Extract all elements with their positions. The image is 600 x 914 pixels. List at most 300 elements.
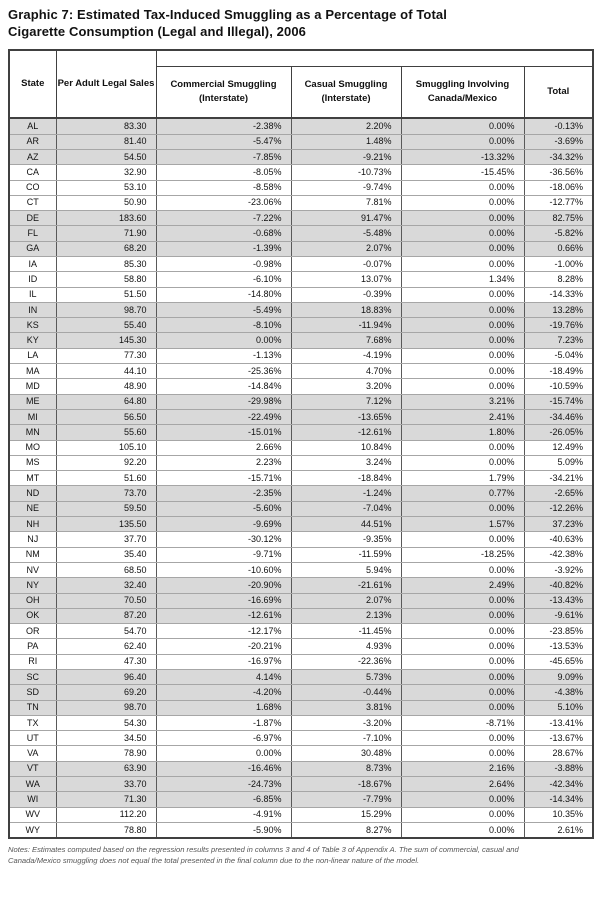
value-cell: 34.50 [56, 731, 156, 746]
value-cell: 91.47% [291, 211, 401, 226]
value-cell: -12.61% [156, 608, 291, 623]
value-cell: 0.00% [401, 364, 524, 379]
value-cell: -34.32% [524, 149, 593, 164]
value-cell: 105.10 [56, 440, 156, 455]
value-cell: 51.60 [56, 471, 156, 486]
value-cell: -22.36% [291, 654, 401, 669]
table-row [9, 777, 593, 792]
value-cell: -10.73% [291, 165, 401, 180]
value-cell: 92.20 [56, 455, 156, 470]
value-cell: 1.57% [401, 517, 524, 532]
table-row [9, 700, 593, 715]
value-cell: 0.00% [401, 792, 524, 807]
value-cell: -8.10% [156, 318, 291, 333]
value-cell: -26.05% [524, 425, 593, 440]
value-cell: -14.33% [524, 287, 593, 302]
value-cell: 56.50 [56, 409, 156, 424]
value-cell: 0.00% [401, 455, 524, 470]
value-cell: 54.30 [56, 715, 156, 730]
value-cell: 8.28% [524, 272, 593, 287]
table-row [9, 425, 593, 440]
value-cell: 0.00% [401, 532, 524, 547]
value-cell: 4.14% [156, 670, 291, 685]
value-cell: 0.00% [401, 287, 524, 302]
table-row [9, 685, 593, 700]
column-header-state: State [9, 50, 56, 118]
value-cell: 2.66% [156, 440, 291, 455]
value-cell: 2.13% [291, 608, 401, 623]
state-cell: MO [9, 440, 56, 455]
value-cell: -15.01% [156, 425, 291, 440]
value-cell: 0.00% [401, 807, 524, 822]
table-header [9, 50, 593, 118]
value-cell: -36.56% [524, 165, 593, 180]
value-cell: -40.82% [524, 578, 593, 593]
value-cell: 0.77% [401, 486, 524, 501]
value-cell: 0.00% [401, 302, 524, 317]
value-cell: -42.38% [524, 547, 593, 562]
value-cell: -8.05% [156, 165, 291, 180]
value-cell: 54.70 [56, 624, 156, 639]
state-cell: GA [9, 241, 56, 256]
value-cell: 64.80 [56, 394, 156, 409]
value-cell: 0.00% [401, 241, 524, 256]
value-cell: -4.38% [524, 685, 593, 700]
value-cell: 54.50 [56, 149, 156, 164]
table-row [9, 746, 593, 761]
table-row [9, 165, 593, 180]
state-cell: TN [9, 700, 56, 715]
state-cell: MA [9, 364, 56, 379]
state-cell: WA [9, 777, 56, 792]
value-cell: 2.20% [291, 118, 401, 134]
smuggling-table [8, 49, 594, 839]
table-row [9, 471, 593, 486]
table-row [9, 807, 593, 822]
value-cell: 87.20 [56, 608, 156, 623]
table-row [9, 486, 593, 501]
value-cell: 145.30 [56, 333, 156, 348]
value-cell: 5.73% [291, 670, 401, 685]
value-cell: 2.07% [291, 241, 401, 256]
value-cell: -7.22% [156, 211, 291, 226]
value-cell: 35.40 [56, 547, 156, 562]
table-row [9, 180, 593, 195]
table-body [9, 118, 593, 838]
value-cell: -34.21% [524, 471, 593, 486]
value-cell: 18.83% [291, 302, 401, 317]
value-cell: -15.45% [401, 165, 524, 180]
table-notes: Notes: Estimates computed based on the regression results presented in columns 3 and 4 of Table 3 of Appendix A. The sum of commercial, casual and Canada/Mexico smuggling does not equal the total presented in the final column due to the non-linear nature of the model. [8, 845, 519, 866]
value-cell: 98.70 [56, 700, 156, 715]
state-cell: ME [9, 394, 56, 409]
value-cell: 55.40 [56, 318, 156, 333]
value-cell: 7.68% [291, 333, 401, 348]
value-cell: 13.07% [291, 272, 401, 287]
state-cell: IL [9, 287, 56, 302]
value-cell: 2.49% [401, 578, 524, 593]
state-cell: VT [9, 761, 56, 776]
value-cell: 2.16% [401, 761, 524, 776]
value-cell: 10.84% [291, 440, 401, 455]
value-cell: 77.30 [56, 348, 156, 363]
table-row [9, 455, 593, 470]
value-cell: -11.59% [291, 547, 401, 562]
value-cell: 8.27% [291, 822, 401, 838]
value-cell: -13.41% [524, 715, 593, 730]
value-cell: -3.69% [524, 134, 593, 149]
value-cell: -5.49% [156, 302, 291, 317]
value-cell: -14.80% [156, 287, 291, 302]
table-row [9, 195, 593, 210]
state-cell: AR [9, 134, 56, 149]
value-cell: -24.73% [156, 777, 291, 792]
value-cell: 3.24% [291, 455, 401, 470]
value-cell: -13.32% [401, 149, 524, 164]
value-cell: -0.98% [156, 256, 291, 271]
value-cell: 81.40 [56, 134, 156, 149]
table-row [9, 318, 593, 333]
value-cell: -20.21% [156, 639, 291, 654]
state-cell: NE [9, 501, 56, 516]
table-row [9, 134, 593, 149]
value-cell: 53.10 [56, 180, 156, 195]
table-row [9, 654, 593, 669]
value-cell: -0.13% [524, 118, 593, 134]
table-row [9, 364, 593, 379]
table-row [9, 639, 593, 654]
value-cell: -45.65% [524, 654, 593, 669]
state-cell: SD [9, 685, 56, 700]
value-cell: 37.70 [56, 532, 156, 547]
value-cell: 44.10 [56, 364, 156, 379]
state-cell: RI [9, 654, 56, 669]
column-header-commercial-smuggling: Commercial Smuggling (Interstate) [156, 67, 291, 119]
value-cell: 0.00% [401, 608, 524, 623]
value-cell: -5.82% [524, 226, 593, 241]
value-cell: 0.00% [401, 440, 524, 455]
value-cell: 0.00% [401, 746, 524, 761]
value-cell: -6.97% [156, 731, 291, 746]
value-cell: -11.45% [291, 624, 401, 639]
value-cell: 0.00% [401, 211, 524, 226]
value-cell: -13.65% [291, 409, 401, 424]
value-cell: 0.00% [401, 562, 524, 577]
value-cell: 0.00% [401, 348, 524, 363]
value-cell: -2.65% [524, 486, 593, 501]
value-cell: 0.00% [156, 746, 291, 761]
value-cell: 33.70 [56, 777, 156, 792]
state-cell: CT [9, 195, 56, 210]
value-cell: -23.06% [156, 195, 291, 210]
value-cell: -5.48% [291, 226, 401, 241]
value-cell: -8.71% [401, 715, 524, 730]
value-cell: 0.00% [401, 700, 524, 715]
value-cell: -5.60% [156, 501, 291, 516]
value-cell: 96.40 [56, 670, 156, 685]
value-cell: 0.00% [401, 593, 524, 608]
table-row [9, 547, 593, 562]
value-cell: 0.00% [401, 501, 524, 516]
column-header-per-adult-legal-sales: Per Adult Legal Sales [56, 50, 156, 118]
state-cell: SC [9, 670, 56, 685]
table-row [9, 287, 593, 302]
state-cell: UT [9, 731, 56, 746]
value-cell: 68.20 [56, 241, 156, 256]
state-cell: NH [9, 517, 56, 532]
state-cell: LA [9, 348, 56, 363]
value-cell: -7.85% [156, 149, 291, 164]
header-spanner-row [9, 50, 593, 67]
value-cell: 37.23% [524, 517, 593, 532]
value-cell: 85.30 [56, 256, 156, 271]
value-cell: -2.35% [156, 486, 291, 501]
value-cell: 71.90 [56, 226, 156, 241]
table-row [9, 608, 593, 623]
state-cell: ID [9, 272, 56, 287]
state-cell: NY [9, 578, 56, 593]
state-cell: OR [9, 624, 56, 639]
value-cell: 0.00% [401, 731, 524, 746]
table-row [9, 578, 593, 593]
value-cell: -8.58% [156, 180, 291, 195]
value-cell: 59.50 [56, 501, 156, 516]
table-row [9, 562, 593, 577]
value-cell: 5.94% [291, 562, 401, 577]
value-cell: -3.88% [524, 761, 593, 776]
value-cell: -0.44% [291, 685, 401, 700]
value-cell: 0.00% [401, 118, 524, 134]
value-cell: -15.71% [156, 471, 291, 486]
value-cell: -10.60% [156, 562, 291, 577]
column-header-casual-smuggling: Casual Smuggling (Interstate) [291, 67, 401, 119]
value-cell: -13.53% [524, 639, 593, 654]
table-row [9, 379, 593, 394]
table-row [9, 792, 593, 807]
value-cell: 0.00% [401, 670, 524, 685]
value-cell: -16.46% [156, 761, 291, 776]
value-cell: -9.21% [291, 149, 401, 164]
value-cell: 12.49% [524, 440, 593, 455]
value-cell: 32.40 [56, 578, 156, 593]
state-cell: TX [9, 715, 56, 730]
state-cell: KS [9, 318, 56, 333]
state-cell: MD [9, 379, 56, 394]
value-cell: -0.39% [291, 287, 401, 302]
value-cell: 51.50 [56, 287, 156, 302]
header-spacer-cell [156, 50, 593, 67]
value-cell: -1.13% [156, 348, 291, 363]
value-cell: 47.30 [56, 654, 156, 669]
table-row [9, 715, 593, 730]
value-cell: -6.85% [156, 792, 291, 807]
value-cell: -5.47% [156, 134, 291, 149]
table-row [9, 501, 593, 516]
value-cell: 15.29% [291, 807, 401, 822]
value-cell: 1.79% [401, 471, 524, 486]
value-cell: 0.00% [401, 180, 524, 195]
value-cell: 112.20 [56, 807, 156, 822]
value-cell: 13.28% [524, 302, 593, 317]
value-cell: -2.38% [156, 118, 291, 134]
state-cell: MN [9, 425, 56, 440]
value-cell: 4.93% [291, 639, 401, 654]
value-cell: 78.80 [56, 822, 156, 838]
value-cell: -11.94% [291, 318, 401, 333]
table-row [9, 118, 593, 134]
value-cell: 73.70 [56, 486, 156, 501]
value-cell: 44.51% [291, 517, 401, 532]
table-row [9, 226, 593, 241]
value-cell: 9.09% [524, 670, 593, 685]
table-row [9, 517, 593, 532]
state-cell: PA [9, 639, 56, 654]
value-cell: 0.66% [524, 241, 593, 256]
table-row [9, 348, 593, 363]
table-row [9, 256, 593, 271]
value-cell: -22.49% [156, 409, 291, 424]
value-cell: -1.39% [156, 241, 291, 256]
value-cell: -12.77% [524, 195, 593, 210]
table-row [9, 624, 593, 639]
state-cell: MT [9, 471, 56, 486]
table-row [9, 241, 593, 256]
value-cell: -3.20% [291, 715, 401, 730]
value-cell: 10.35% [524, 807, 593, 822]
value-cell: 2.64% [401, 777, 524, 792]
value-cell: -18.49% [524, 364, 593, 379]
state-cell: OH [9, 593, 56, 608]
value-cell: -18.25% [401, 547, 524, 562]
value-cell: -1.00% [524, 256, 593, 271]
table-row [9, 394, 593, 409]
value-cell: 1.68% [156, 700, 291, 715]
value-cell: 58.80 [56, 272, 156, 287]
state-cell: DE [9, 211, 56, 226]
value-cell: 0.00% [401, 639, 524, 654]
value-cell: -18.84% [291, 471, 401, 486]
value-cell: -29.98% [156, 394, 291, 409]
value-cell: -9.35% [291, 532, 401, 547]
value-cell: 183.60 [56, 211, 156, 226]
value-cell: 55.60 [56, 425, 156, 440]
value-cell: 0.00% [401, 379, 524, 394]
value-cell: -30.12% [156, 532, 291, 547]
value-cell: 82.75% [524, 211, 593, 226]
value-cell: -12.26% [524, 501, 593, 516]
state-cell: NJ [9, 532, 56, 547]
value-cell: 68.50 [56, 562, 156, 577]
state-cell: KY [9, 333, 56, 348]
value-cell: 3.20% [291, 379, 401, 394]
value-cell: 0.00% [401, 318, 524, 333]
state-cell: AZ [9, 149, 56, 164]
value-cell: -16.69% [156, 593, 291, 608]
value-cell: -12.61% [291, 425, 401, 440]
value-cell: -9.61% [524, 608, 593, 623]
value-cell: -42.34% [524, 777, 593, 792]
state-cell: WI [9, 792, 56, 807]
value-cell: 0.00% [401, 256, 524, 271]
state-cell: FL [9, 226, 56, 241]
value-cell: -4.20% [156, 685, 291, 700]
value-cell: 0.00% [401, 822, 524, 838]
value-cell: -9.71% [156, 547, 291, 562]
value-cell: -16.97% [156, 654, 291, 669]
value-cell: -14.34% [524, 792, 593, 807]
state-cell: WY [9, 822, 56, 838]
value-cell: -20.90% [156, 578, 291, 593]
value-cell: 78.90 [56, 746, 156, 761]
value-cell: 28.67% [524, 746, 593, 761]
value-cell: 4.70% [291, 364, 401, 379]
value-cell: 71.30 [56, 792, 156, 807]
value-cell: -21.61% [291, 578, 401, 593]
value-cell: 1.34% [401, 272, 524, 287]
table-row [9, 822, 593, 838]
page-title: Graphic 7: Estimated Tax-Induced Smuggling as a Percentage of Total Cigarette Consumption (Legal and Illegal), 2006 [8, 7, 447, 40]
value-cell: 0.00% [401, 685, 524, 700]
value-cell: -18.67% [291, 777, 401, 792]
value-cell: -9.69% [156, 517, 291, 532]
value-cell: -40.63% [524, 532, 593, 547]
value-cell: -7.04% [291, 501, 401, 516]
value-cell: 70.50 [56, 593, 156, 608]
state-cell: CA [9, 165, 56, 180]
state-cell: IN [9, 302, 56, 317]
table-row [9, 272, 593, 287]
value-cell: -1.24% [291, 486, 401, 501]
value-cell: 69.20 [56, 685, 156, 700]
state-cell: NV [9, 562, 56, 577]
state-cell: AL [9, 118, 56, 134]
state-cell: OK [9, 608, 56, 623]
value-cell: 0.00% [401, 624, 524, 639]
value-cell: 50.90 [56, 195, 156, 210]
value-cell: -23.85% [524, 624, 593, 639]
value-cell: -1.87% [156, 715, 291, 730]
value-cell: -5.90% [156, 822, 291, 838]
value-cell: -0.68% [156, 226, 291, 241]
value-cell: 0.00% [401, 195, 524, 210]
value-cell: 2.61% [524, 822, 593, 838]
value-cell: 2.07% [291, 593, 401, 608]
value-cell: 5.09% [524, 455, 593, 470]
value-cell: 0.00% [401, 654, 524, 669]
value-cell: -5.04% [524, 348, 593, 363]
value-cell: 2.41% [401, 409, 524, 424]
table-row [9, 761, 593, 776]
value-cell: 135.50 [56, 517, 156, 532]
value-cell: 83.30 [56, 118, 156, 134]
table-row [9, 670, 593, 685]
state-cell: WV [9, 807, 56, 822]
column-header-total: Total [524, 67, 593, 119]
state-cell: NM [9, 547, 56, 562]
value-cell: -0.07% [291, 256, 401, 271]
value-cell: -25.36% [156, 364, 291, 379]
value-cell: 7.23% [524, 333, 593, 348]
value-cell: -13.43% [524, 593, 593, 608]
value-cell: 8.73% [291, 761, 401, 776]
state-cell: MI [9, 409, 56, 424]
value-cell: 30.48% [291, 746, 401, 761]
value-cell: 62.40 [56, 639, 156, 654]
state-cell: CO [9, 180, 56, 195]
value-cell: 63.90 [56, 761, 156, 776]
value-cell: 0.00% [401, 134, 524, 149]
value-cell: -10.59% [524, 379, 593, 394]
